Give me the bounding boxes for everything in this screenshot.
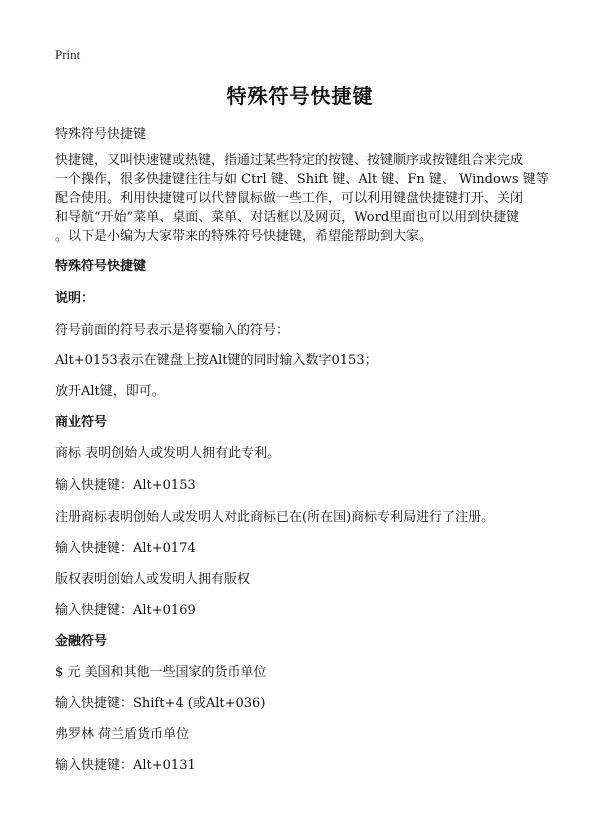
body-text: 输入快捷键：Alt+0174 <box>55 541 196 556</box>
document-title: 特殊符号快捷键 <box>226 84 374 108</box>
body-text: 输入快捷键：Alt+0153 <box>55 478 196 493</box>
section-heading: 商业符号 <box>55 415 108 430</box>
section-heading: 说明： <box>55 291 95 306</box>
body-text: 输入快捷键：Alt+0131 <box>55 758 196 773</box>
body-text: 注册商标表明创始人或发明人对此商标已在(所在国)商标专利局进行了注册。 <box>55 510 495 525</box>
body-text: 版权表明创始人或发明人拥有版权 <box>55 572 251 587</box>
body-text: Alt+0153表示在键盘上按Alt键的同时输入数字0153； <box>55 353 378 368</box>
intro-line: 快捷键，又叫快速键或热键，指通过某些特定的按键、按键顺序或按键组合来完成 <box>55 153 524 168</box>
intro-line: 配合使用。利用快捷键可以代替鼠标做一些工作，可以利用键盘快捷键打开、关闭 <box>55 191 524 206</box>
intro-line: 。以下是小编为大家带来的特殊符号快捷键，希望能帮助到大家。 <box>55 229 433 244</box>
section-heading: 特殊符号快捷键 <box>55 259 147 274</box>
body-text: 输入快捷键：Alt+0169 <box>55 603 196 618</box>
intro-paragraph <box>55 151 553 246</box>
body-text: 输入快捷键：Shift+4 (或Alt+036) <box>55 696 266 711</box>
body-text: 商标 表明创始人或发明人拥有此专利。 <box>55 446 281 461</box>
body-text: 符号前面的符号表示是将要输入的符号： <box>55 323 290 338</box>
body-text: 弗罗林 荷兰盾货币单位 <box>55 727 190 742</box>
body-text: $ 元 美国和其他一些国家的货币单位 <box>55 665 267 680</box>
intro-line: 和导航“开始”菜单、桌面、菜单、对话框以及网页，Word里面也可以用到快捷键 <box>55 210 520 225</box>
document-subtitle: 特殊符号快捷键 <box>55 127 147 142</box>
body-text: 放开Alt键，即可。 <box>55 384 165 399</box>
section-heading: 金融符号 <box>55 634 108 649</box>
print-label: Print <box>55 47 81 62</box>
intro-line: 一个操作，很多快捷键往往与如 Ctrl 键、Shift 键、Alt 键、Fn 键、 Windows 键等 <box>55 172 549 187</box>
